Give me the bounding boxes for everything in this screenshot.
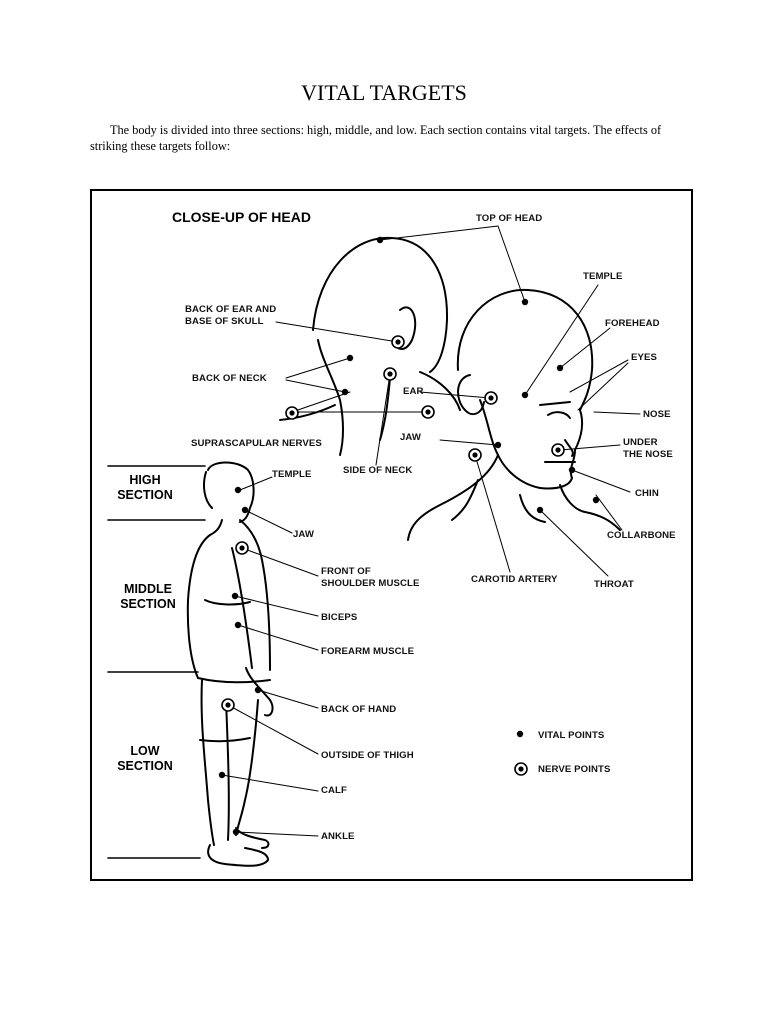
middle-section-label — [93, 582, 203, 612]
label-jaw-body: JAW — [293, 529, 315, 540]
label-front-shoulder-1: FRONT OF — [321, 566, 371, 577]
label-collarbone: COLLARBONE — [607, 530, 676, 541]
label-jaw-head: JAW — [400, 432, 422, 443]
label-outside-of-thigh: OUTSIDE OF THIGH — [321, 750, 414, 761]
label-forehead: FOREHEAD — [605, 318, 660, 329]
label-carotid-artery: CAROTID ARTERY — [471, 574, 558, 585]
label-calf: CALF — [321, 785, 347, 796]
high-section-line1: HIGH — [129, 473, 161, 487]
high-section-line2: SECTION — [117, 488, 173, 502]
label-back-of-ear-2: BASE OF SKULL — [185, 316, 264, 327]
label-back-of-ear-1: BACK OF EAR AND — [185, 304, 277, 315]
closeup-heading: CLOSE-UP OF HEAD — [172, 209, 311, 225]
label-nose: NOSE — [643, 409, 671, 420]
label-biceps: BICEPS — [321, 612, 358, 623]
vital-targets-figure — [90, 189, 693, 881]
intro-paragraph: The body is divided into three sections: high, middle, and low. Each section contains vital targets. The effects of striking these targets follow: — [90, 123, 662, 153]
label-suprascapular: SUPRASCAPULAR NERVES — [191, 438, 322, 449]
label-under-nose-1: UNDER — [623, 437, 658, 448]
label-side-of-neck: SIDE OF NECK — [343, 465, 413, 476]
label-ankle: ANKLE — [321, 831, 355, 842]
middle-section-line1: MIDDLE — [124, 582, 172, 596]
label-eyes: EYES — [631, 352, 657, 363]
middle-section-line2: SECTION — [120, 597, 176, 611]
label-back-of-neck: BACK OF NECK — [192, 373, 267, 384]
label-forearm-muscle: FOREARM MUSCLE — [321, 646, 415, 657]
legend-nerve-points: NERVE POINTS — [538, 764, 611, 775]
low-section-line1: LOW — [130, 744, 160, 758]
label-top-of-head: TOP OF HEAD — [476, 213, 543, 224]
high-section-label — [90, 473, 200, 503]
label-ear: EAR — [403, 386, 424, 397]
label-chin: CHIN — [635, 488, 659, 499]
legend-vital-points: VITAL POINTS — [538, 730, 605, 741]
label-temple-body: TEMPLE — [272, 469, 312, 480]
label-throat: THROAT — [594, 579, 634, 590]
low-section-label — [90, 744, 200, 774]
low-section-line2: SECTION — [117, 759, 173, 773]
label-front-shoulder-2: SHOULDER MUSCLE — [321, 578, 420, 589]
page-title: VITAL TARGETS — [301, 80, 467, 105]
label-temple-head: TEMPLE — [583, 271, 623, 282]
label-under-nose-2: THE NOSE — [623, 449, 673, 460]
label-back-of-hand: BACK OF HAND — [321, 704, 397, 715]
